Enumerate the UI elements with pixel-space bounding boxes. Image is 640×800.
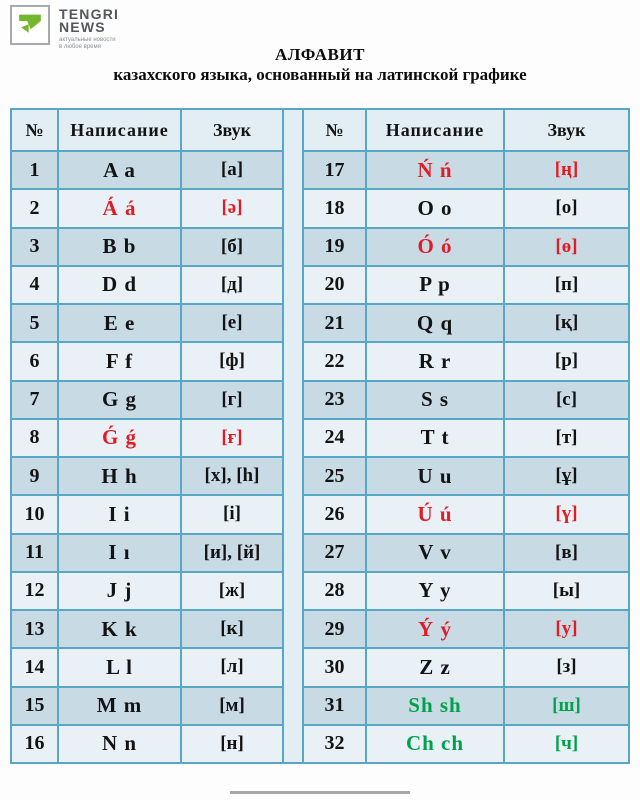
cyrillic-sound: [ә]	[182, 190, 284, 228]
cyrillic-sound: [е]	[182, 305, 284, 343]
cyrillic-sound: [ф]	[182, 343, 284, 381]
latin-writing: I ı	[59, 535, 182, 573]
cyrillic-sound: [і]	[182, 496, 284, 534]
alphabet-row-28	[304, 573, 630, 611]
table-body-1-16	[12, 152, 284, 764]
alphabet-row-1	[12, 152, 284, 190]
column-header-sound: Звук	[182, 110, 284, 152]
alphabet-row-13	[12, 611, 284, 649]
row-number: 32	[304, 726, 367, 764]
latin-writing: Ú ú	[367, 496, 505, 534]
cyrillic-sound: [р]	[505, 343, 630, 381]
alphabet-row-6	[12, 343, 284, 381]
title-block	[0, 45, 640, 85]
cyrillic-sound: [ғ]	[182, 420, 284, 458]
logo-title-line2: NEWS	[59, 19, 106, 35]
latin-writing: G g	[59, 382, 182, 420]
table-header-row	[304, 110, 630, 152]
cyrillic-sound: [ж]	[182, 573, 284, 611]
cyrillic-sound: [ш]	[505, 688, 630, 726]
latin-writing: U u	[367, 458, 505, 496]
latin-writing: P p	[367, 267, 505, 305]
latin-writing: Á á	[59, 190, 182, 228]
row-number: 13	[12, 611, 59, 649]
row-number: 14	[12, 649, 59, 687]
latin-writing: R r	[367, 343, 505, 381]
latin-writing: Z z	[367, 649, 505, 687]
row-number: 26	[304, 496, 367, 534]
latin-writing: N n	[59, 726, 182, 764]
row-number: 20	[304, 267, 367, 305]
logo-title-line1: TENGRI	[59, 6, 120, 22]
latin-writing: A a	[59, 152, 182, 190]
cyrillic-sound: [ы]	[505, 573, 630, 611]
alphabet-tables	[10, 108, 630, 764]
row-number: 2	[12, 190, 59, 228]
latin-writing: E e	[59, 305, 182, 343]
row-number: 23	[304, 382, 367, 420]
cyrillic-sound: [б]	[182, 229, 284, 267]
cyrillic-sound: [с]	[505, 382, 630, 420]
alphabet-row-2	[12, 190, 284, 228]
latin-writing: Q q	[367, 305, 505, 343]
latin-writing: L l	[59, 649, 182, 687]
row-number: 16	[12, 726, 59, 764]
row-number: 1	[12, 152, 59, 190]
latin-writing: D d	[59, 267, 182, 305]
cyrillic-sound: [ү]	[505, 496, 630, 534]
alphabet-row-5	[12, 305, 284, 343]
row-number: 25	[304, 458, 367, 496]
latin-writing: Y y	[367, 573, 505, 611]
alphabet-row-20	[304, 267, 630, 305]
row-number: 15	[12, 688, 59, 726]
alphabet-row-29	[304, 611, 630, 649]
row-number: 29	[304, 611, 367, 649]
alphabet-row-9	[12, 458, 284, 496]
logo-tagline-line1: актуальные новости	[59, 37, 116, 43]
alphabet-row-27	[304, 535, 630, 573]
row-number: 17	[304, 152, 367, 190]
row-number: 18	[304, 190, 367, 228]
latin-writing: B b	[59, 229, 182, 267]
row-number: 28	[304, 573, 367, 611]
column-header-writing: Написание	[367, 110, 505, 152]
alphabet-row-4	[12, 267, 284, 305]
alphabet-row-12	[12, 573, 284, 611]
alphabet-row-30	[304, 649, 630, 687]
row-number: 24	[304, 420, 367, 458]
alphabet-row-8	[12, 420, 284, 458]
cyrillic-sound: [қ]	[505, 305, 630, 343]
alphabet-row-17	[304, 152, 630, 190]
cyrillic-sound: [х], [h]	[182, 458, 284, 496]
row-number: 5	[12, 305, 59, 343]
alphabet-row-7	[12, 382, 284, 420]
row-number: 11	[12, 535, 59, 573]
latin-writing: Ch ch	[367, 726, 505, 764]
cyrillic-sound: [г]	[182, 382, 284, 420]
column-header-num: №	[304, 110, 367, 152]
row-number: 10	[12, 496, 59, 534]
latin-writing: T t	[367, 420, 505, 458]
row-number: 21	[304, 305, 367, 343]
latin-writing: Ń ń	[367, 152, 505, 190]
cyrillic-sound: [з]	[505, 649, 630, 687]
cyrillic-sound: [а]	[182, 152, 284, 190]
cyrillic-sound: [ө]	[505, 229, 630, 267]
alphabet-row-3	[12, 229, 284, 267]
row-number: 30	[304, 649, 367, 687]
cyrillic-sound: [д]	[182, 267, 284, 305]
latin-writing: M m	[59, 688, 182, 726]
alphabet-row-14	[12, 649, 284, 687]
row-number: 6	[12, 343, 59, 381]
row-number: 19	[304, 229, 367, 267]
column-header-num: №	[12, 110, 59, 152]
alphabet-row-23	[304, 382, 630, 420]
table-gap	[284, 108, 302, 764]
latin-writing: O o	[367, 190, 505, 228]
alphabet-row-10	[12, 496, 284, 534]
latin-writing: Ǵ ǵ	[59, 420, 182, 458]
alphabet-row-16	[12, 726, 284, 764]
alphabet-row-32	[304, 726, 630, 764]
cyrillic-sound: [в]	[505, 535, 630, 573]
page-title: АЛФАВИТ	[275, 45, 365, 64]
row-number: 27	[304, 535, 367, 573]
logo-tagline-line2: в любое время	[59, 44, 101, 50]
column-header-writing: Написание	[59, 110, 182, 152]
cyrillic-sound: [л]	[182, 649, 284, 687]
cyrillic-sound: [к]	[182, 611, 284, 649]
row-number: 12	[12, 573, 59, 611]
alphabet-row-19	[304, 229, 630, 267]
green-flag-icon	[13, 8, 47, 42]
alphabet-row-15	[12, 688, 284, 726]
cyrillic-sound: [ң]	[505, 152, 630, 190]
row-number: 22	[304, 343, 367, 381]
cyrillic-sound: [о]	[505, 190, 630, 228]
page-subtitle: казахского языка, основанный на латинской графике	[113, 65, 527, 84]
column-header-sound: Звук	[505, 110, 630, 152]
alphabet-row-24	[304, 420, 630, 458]
tengrinews-logo-icon	[10, 5, 50, 45]
footer-divider	[230, 791, 410, 794]
alphabet-row-26	[304, 496, 630, 534]
cyrillic-sound: [ч]	[505, 726, 630, 764]
row-number: 31	[304, 688, 367, 726]
row-number: 3	[12, 229, 59, 267]
row-number: 9	[12, 458, 59, 496]
table-header-row	[12, 110, 284, 152]
alphabet-row-25	[304, 458, 630, 496]
row-number: 4	[12, 267, 59, 305]
cyrillic-sound: [м]	[182, 688, 284, 726]
latin-writing: Ó ó	[367, 229, 505, 267]
alphabet-row-21	[304, 305, 630, 343]
row-number: 7	[12, 382, 59, 420]
cyrillic-sound: [у]	[505, 611, 630, 649]
cyrillic-sound: [ұ]	[505, 458, 630, 496]
latin-writing: H h	[59, 458, 182, 496]
row-number: 8	[12, 420, 59, 458]
alphabet-table-17-32	[302, 108, 630, 764]
alphabet-row-18	[304, 190, 630, 228]
alphabet-row-31	[304, 688, 630, 726]
latin-writing: J j	[59, 573, 182, 611]
latin-writing: Ý ý	[367, 611, 505, 649]
latin-writing: Sh sh	[367, 688, 505, 726]
cyrillic-sound: [т]	[505, 420, 630, 458]
latin-writing: S s	[367, 382, 505, 420]
table-body-17-32	[304, 152, 630, 764]
latin-writing: V v	[367, 535, 505, 573]
alphabet-row-22	[304, 343, 630, 381]
cyrillic-sound: [п]	[505, 267, 630, 305]
latin-writing: F f	[59, 343, 182, 381]
latin-writing: I i	[59, 496, 182, 534]
latin-writing: K k	[59, 611, 182, 649]
cyrillic-sound: [н]	[182, 726, 284, 764]
alphabet-table-1-16	[10, 108, 284, 764]
alphabet-row-11	[12, 535, 284, 573]
cyrillic-sound: [и], [й]	[182, 535, 284, 573]
